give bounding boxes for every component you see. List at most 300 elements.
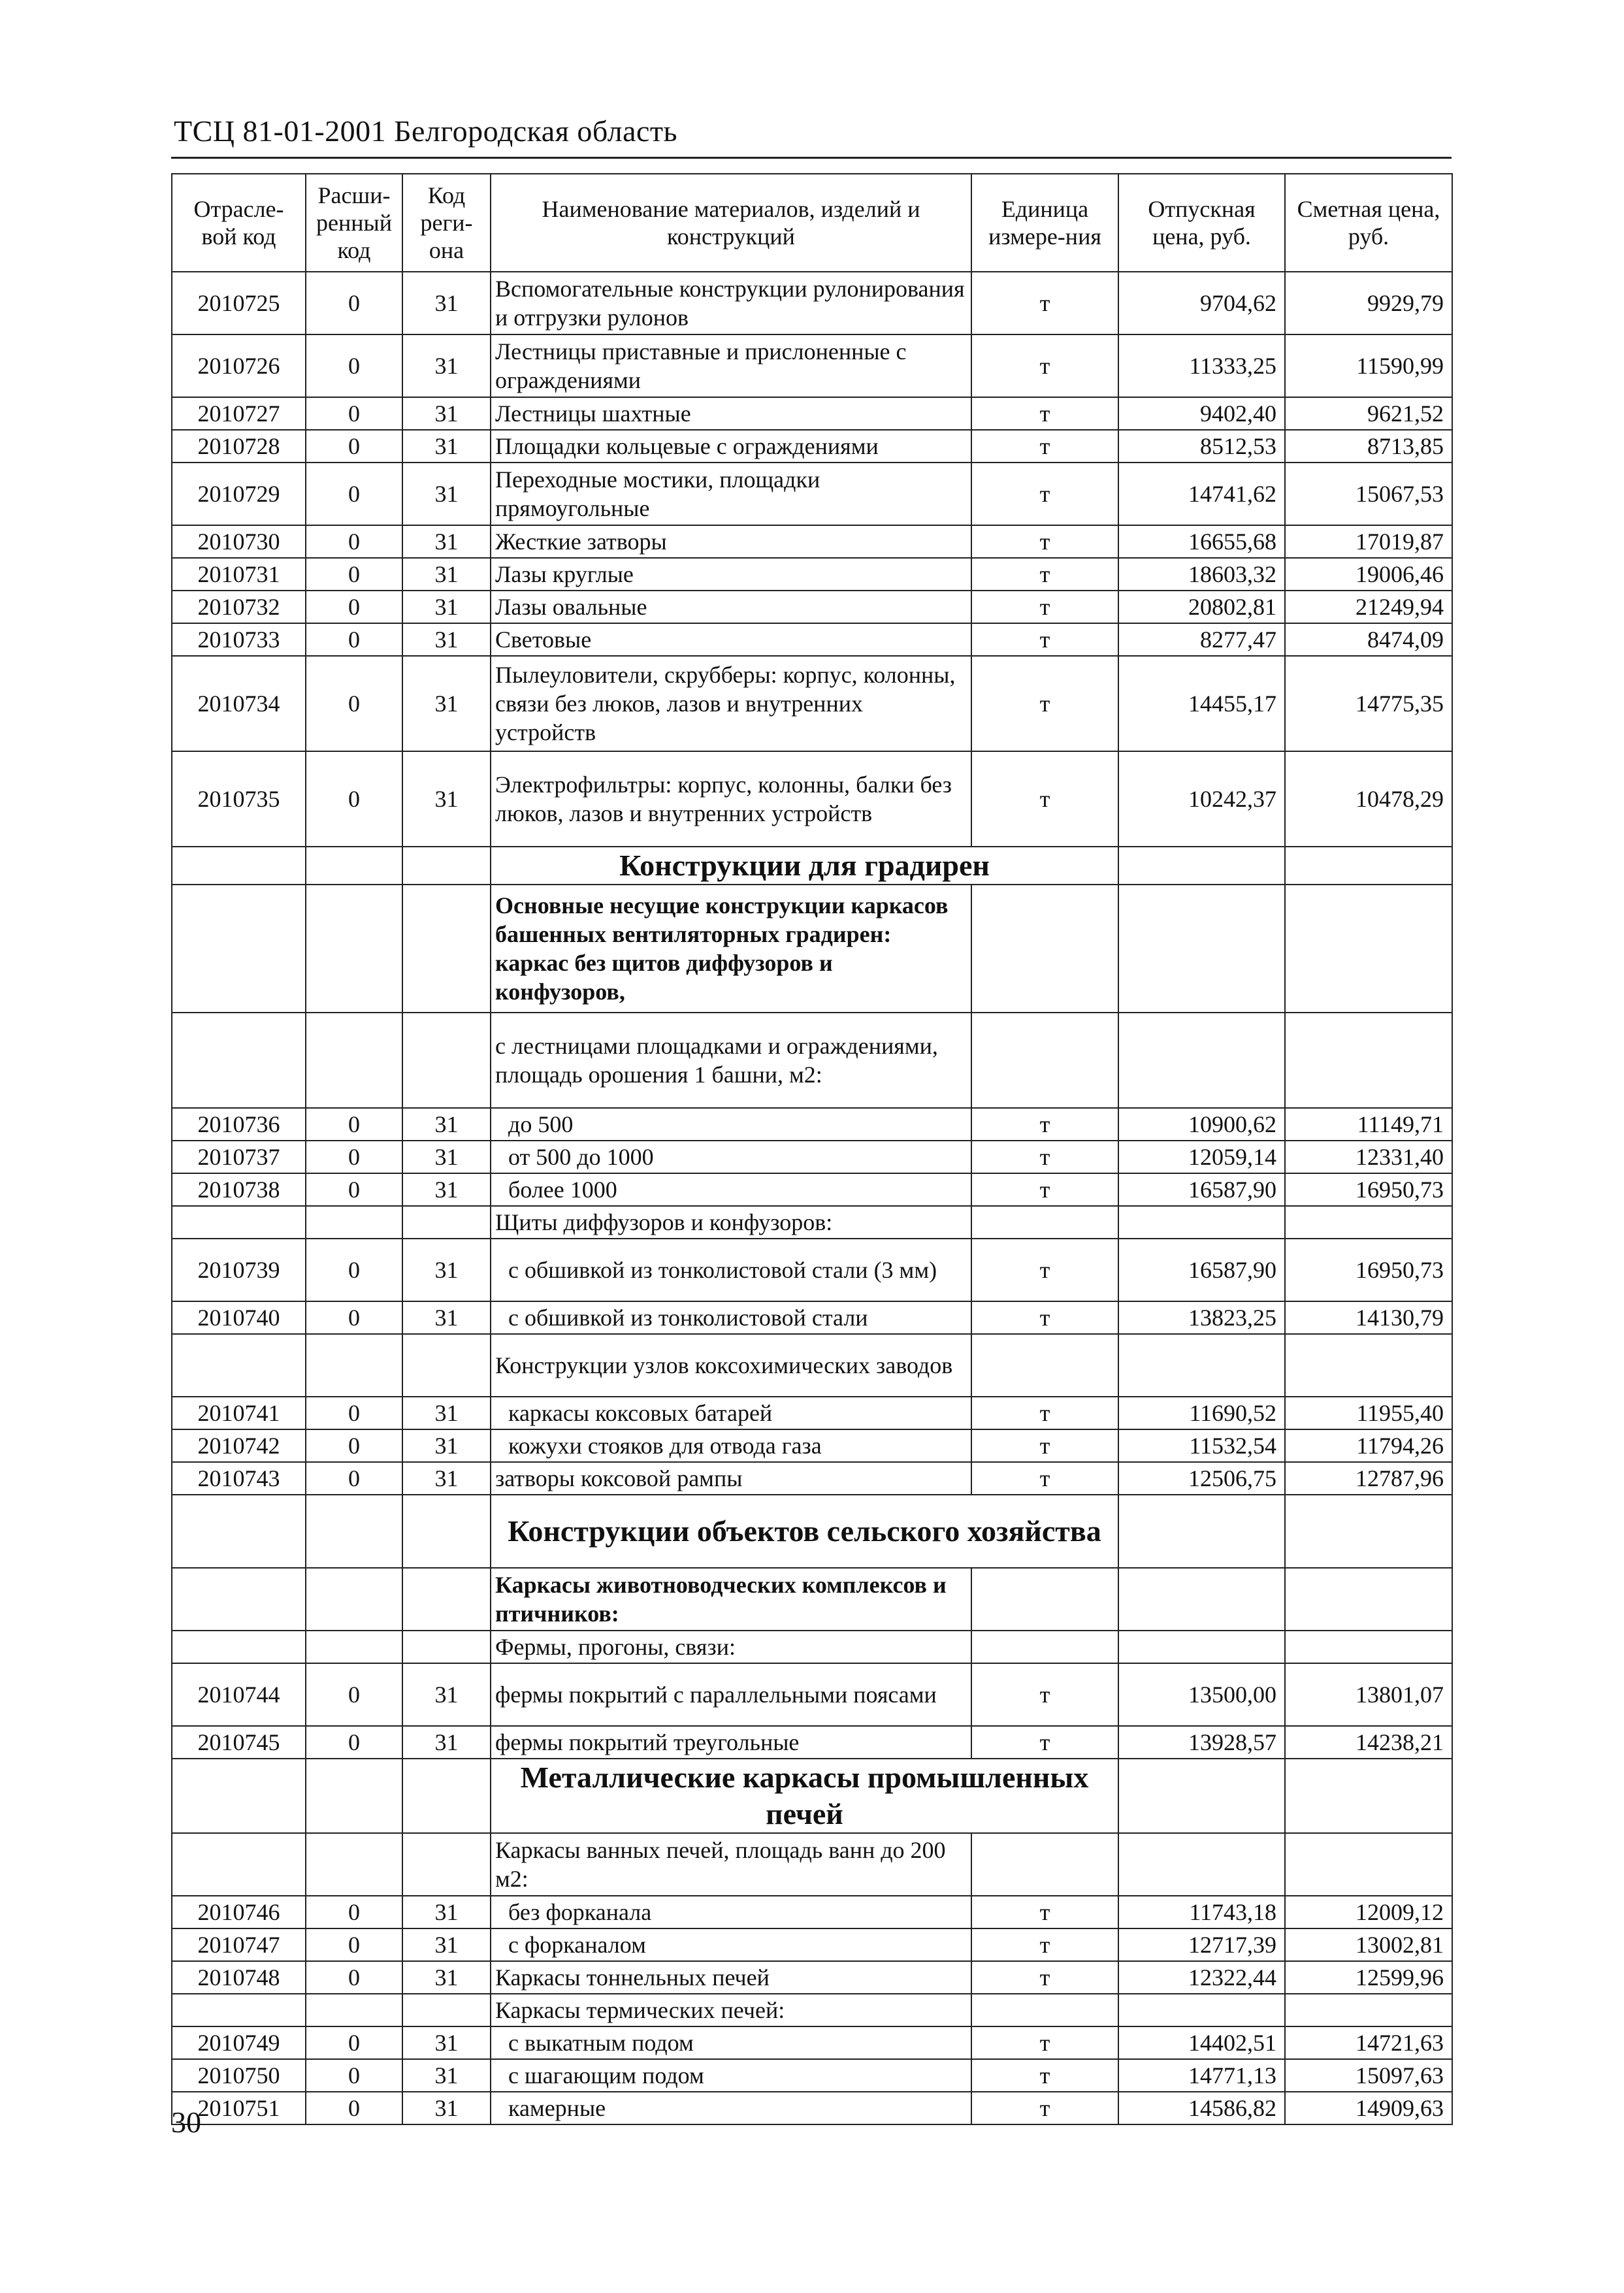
table-row — [172, 1429, 1452, 1462]
page-number: 30 — [171, 2106, 201, 2139]
empty-cell — [172, 1206, 306, 1239]
release-price-cell: 9704,62 — [1118, 272, 1285, 334]
industry-code-cell: 2010732 — [172, 591, 306, 623]
empty-cell — [306, 1334, 402, 1397]
empty-cell — [1118, 1013, 1285, 1108]
unit-cell: т — [971, 1928, 1118, 1961]
empty-cell — [1285, 847, 1452, 885]
material-name-cell: Вспомогательные конструкции рулонирования и отгрузки рулонов — [491, 272, 971, 334]
industry-code-cell: 2010729 — [172, 463, 306, 525]
empty-cell — [1118, 1568, 1285, 1631]
price-table — [171, 173, 1453, 2125]
region-code-cell: 31 — [402, 1928, 491, 1961]
material-name-cell: фермы покрытий треугольные — [491, 1726, 971, 1759]
release-price-cell: 14402,51 — [1118, 2026, 1285, 2059]
industry-code-cell: 2010733 — [172, 623, 306, 656]
group-heading: Каркасы животноводческих комплексов и птичников: — [491, 1568, 971, 1631]
table-row — [172, 1961, 1452, 1994]
extended-code-cell: 0 — [306, 656, 402, 751]
release-price-cell: 11532,54 — [1118, 1429, 1285, 1462]
unit-cell: т — [971, 2092, 1118, 2124]
unit-cell: т — [971, 1141, 1118, 1173]
group-heading: Каркасы термических печей: — [491, 1994, 971, 2026]
release-price-cell: 16655,68 — [1118, 525, 1285, 558]
industry-code-cell: 2010749 — [172, 2026, 306, 2059]
release-price-cell: 13823,25 — [1118, 1301, 1285, 1334]
region-code-cell: 31 — [402, 463, 491, 525]
material-name-cell: Лазы овальные — [491, 591, 971, 623]
unit-cell: т — [971, 1663, 1118, 1726]
empty-cell — [1118, 847, 1285, 885]
col-header-industry-code: Отрасле-вой код — [172, 174, 306, 272]
empty-cell — [172, 1334, 306, 1397]
estimate-price-cell: 11794,26 — [1285, 1429, 1452, 1462]
region-code-cell: 31 — [402, 1108, 491, 1141]
material-name-cell: с выкатным подом — [491, 2026, 971, 2059]
extended-code-cell: 0 — [306, 1301, 402, 1334]
table-row — [172, 1928, 1452, 1961]
group-heading-row — [172, 1994, 1452, 2026]
table-row — [172, 2059, 1452, 2092]
industry-code-cell: 2010730 — [172, 525, 306, 558]
empty-cell — [402, 1334, 491, 1397]
document-title: ТСЦ 81-01-2001 Белгородская область — [174, 114, 677, 148]
estimate-price-cell: 14721,63 — [1285, 2026, 1452, 2059]
estimate-price-cell: 16950,73 — [1285, 1239, 1452, 1301]
unit-cell: т — [971, 2059, 1118, 2092]
release-price-cell: 14741,62 — [1118, 463, 1285, 525]
material-name-cell: затворы коксовой рампы — [491, 1462, 971, 1495]
estimate-price-cell: 14130,79 — [1285, 1301, 1452, 1334]
unit-cell: т — [971, 2026, 1118, 2059]
unit-cell: т — [971, 1726, 1118, 1759]
extended-code-cell: 0 — [306, 623, 402, 656]
empty-cell — [172, 1631, 306, 1663]
unit-cell: т — [971, 525, 1118, 558]
industry-code-cell: 2010726 — [172, 334, 306, 397]
empty-cell — [402, 1631, 491, 1663]
unit-cell: т — [971, 1462, 1118, 1495]
extended-code-cell: 0 — [306, 397, 402, 430]
extended-code-cell: 0 — [306, 1896, 402, 1928]
industry-code-cell: 2010746 — [172, 1896, 306, 1928]
estimate-price-cell: 12599,96 — [1285, 1961, 1452, 1994]
unit-cell: т — [971, 334, 1118, 397]
extended-code-cell: 0 — [306, 1726, 402, 1759]
extended-code-cell: 0 — [306, 272, 402, 334]
empty-cell — [402, 885, 491, 1013]
estimate-price-cell: 16950,73 — [1285, 1173, 1452, 1206]
extended-code-cell: 0 — [306, 463, 402, 525]
section-row — [172, 847, 1452, 885]
empty-cell — [971, 885, 1118, 1013]
material-name-cell: с обшивкой из тонколистовой стали (3 мм) — [491, 1239, 971, 1301]
empty-cell — [1285, 1631, 1452, 1663]
region-code-cell: 31 — [402, 2026, 491, 2059]
estimate-price-cell: 13002,81 — [1285, 1928, 1452, 1961]
region-code-cell: 31 — [402, 397, 491, 430]
empty-cell — [1285, 1013, 1452, 1108]
region-code-cell: 31 — [402, 1301, 491, 1334]
material-name-cell: Световые — [491, 623, 971, 656]
table-row — [172, 1141, 1452, 1173]
estimate-price-cell: 12787,96 — [1285, 1462, 1452, 1495]
release-price-cell: 10242,37 — [1118, 751, 1285, 847]
group-heading: с лестницами площадками и ограждениями, площадь орошения 1 башни, м2: — [491, 1013, 971, 1108]
release-price-cell: 12322,44 — [1118, 1961, 1285, 1994]
empty-cell — [1285, 1334, 1452, 1397]
material-name-cell: без форканала — [491, 1896, 971, 1928]
empty-cell — [306, 1495, 402, 1568]
estimate-price-cell: 8713,85 — [1285, 430, 1452, 463]
table-body — [172, 272, 1452, 2124]
empty-cell — [402, 1568, 491, 1631]
industry-code-cell: 2010739 — [172, 1239, 306, 1301]
table-row — [172, 1301, 1452, 1334]
unit-cell: т — [971, 591, 1118, 623]
release-price-cell: 18603,32 — [1118, 558, 1285, 591]
region-code-cell: 31 — [402, 1397, 491, 1429]
empty-cell — [306, 1994, 402, 2026]
release-price-cell: 14586,82 — [1118, 2092, 1285, 2124]
release-price-cell: 16587,90 — [1118, 1239, 1285, 1301]
empty-cell — [971, 1013, 1118, 1108]
estimate-price-cell: 15067,53 — [1285, 463, 1452, 525]
empty-cell — [1285, 1495, 1452, 1568]
industry-code-cell: 2010742 — [172, 1429, 306, 1462]
empty-cell — [402, 1833, 491, 1896]
material-name-cell: Площадки кольцевые с ограждениями — [491, 430, 971, 463]
section-title: Конструкции объектов сельского хозяйства — [491, 1495, 1118, 1568]
material-name-cell: Жесткие затворы — [491, 525, 971, 558]
unit-cell: т — [971, 463, 1118, 525]
estimate-price-cell: 14775,35 — [1285, 656, 1452, 751]
release-price-cell: 13500,00 — [1118, 1663, 1285, 1726]
group-heading-row — [172, 1631, 1452, 1663]
extended-code-cell: 0 — [306, 1108, 402, 1141]
extended-code-cell: 0 — [306, 1239, 402, 1301]
group-heading-row — [172, 1334, 1452, 1397]
industry-code-cell: 2010737 — [172, 1141, 306, 1173]
extended-code-cell: 0 — [306, 558, 402, 591]
release-price-cell: 11743,18 — [1118, 1896, 1285, 1928]
table-row — [172, 1397, 1452, 1429]
empty-cell — [1118, 1206, 1285, 1239]
empty-cell — [1118, 1759, 1285, 1833]
extended-code-cell: 0 — [306, 525, 402, 558]
region-code-cell: 31 — [402, 334, 491, 397]
empty-cell — [971, 1631, 1118, 1663]
empty-cell — [1118, 1334, 1285, 1397]
region-code-cell: 31 — [402, 430, 491, 463]
release-price-cell: 11690,52 — [1118, 1397, 1285, 1429]
table-row — [172, 623, 1452, 656]
page-header — [171, 111, 1452, 159]
material-name-cell: фермы покрытий с параллельными поясами — [491, 1663, 971, 1726]
estimate-price-cell: 13801,07 — [1285, 1663, 1452, 1726]
release-price-cell: 8277,47 — [1118, 623, 1285, 656]
unit-cell: т — [971, 397, 1118, 430]
empty-cell — [402, 847, 491, 885]
unit-cell: т — [971, 1397, 1118, 1429]
empty-cell — [971, 1994, 1118, 2026]
empty-cell — [1285, 1759, 1452, 1833]
col-header-release-price: Отпускная цена, руб. — [1118, 174, 1285, 272]
table-row — [172, 1726, 1452, 1759]
empty-cell — [971, 1568, 1118, 1631]
group-heading: Каркасы ванных печей, площадь ванн до 200 м2: — [491, 1833, 971, 1896]
estimate-price-cell: 11955,40 — [1285, 1397, 1452, 1429]
material-name-cell: более 1000 — [491, 1173, 971, 1206]
industry-code-cell: 2010735 — [172, 751, 306, 847]
extended-code-cell: 0 — [306, 334, 402, 397]
release-price-cell: 12059,14 — [1118, 1141, 1285, 1173]
industry-code-cell: 2010748 — [172, 1961, 306, 1994]
extended-code-cell: 0 — [306, 1173, 402, 1206]
group-heading-row — [172, 1206, 1452, 1239]
empty-cell — [1118, 1495, 1285, 1568]
estimate-price-cell: 11590,99 — [1285, 334, 1452, 397]
material-name-cell: каркасы коксовых батарей — [491, 1397, 971, 1429]
extended-code-cell: 0 — [306, 1462, 402, 1495]
material-name-cell: кожухи стояков для отвода газа — [491, 1429, 971, 1462]
empty-cell — [1285, 885, 1452, 1013]
release-price-cell: 12717,39 — [1118, 1928, 1285, 1961]
unit-cell: т — [971, 1896, 1118, 1928]
empty-cell — [306, 1568, 402, 1631]
industry-code-cell: 2010731 — [172, 558, 306, 591]
region-code-cell: 31 — [402, 1429, 491, 1462]
region-code-cell: 31 — [402, 1726, 491, 1759]
empty-cell — [306, 1206, 402, 1239]
region-code-cell: 31 — [402, 1896, 491, 1928]
extended-code-cell: 0 — [306, 1663, 402, 1726]
empty-cell — [971, 1334, 1118, 1397]
material-name-cell: Электрофильтры: корпус, колонны, балки без люков, лазов и внутренних устройств — [491, 751, 971, 847]
release-price-cell: 12506,75 — [1118, 1462, 1285, 1495]
table-row — [172, 430, 1452, 463]
unit-cell: т — [971, 1239, 1118, 1301]
unit-cell: т — [971, 656, 1118, 751]
region-code-cell: 31 — [402, 1961, 491, 1994]
release-price-cell: 10900,62 — [1118, 1108, 1285, 1141]
region-code-cell: 31 — [402, 751, 491, 847]
industry-code-cell: 2010727 — [172, 397, 306, 430]
material-name-cell: с форканалом — [491, 1928, 971, 1961]
material-name-cell: камерные — [491, 2092, 971, 2124]
estimate-price-cell: 9929,79 — [1285, 272, 1452, 334]
col-header-estimate-price: Сметная цена, руб. — [1285, 174, 1452, 272]
estimate-price-cell: 10478,29 — [1285, 751, 1452, 847]
release-price-cell: 8512,53 — [1118, 430, 1285, 463]
col-header-region-code: Код реги-она — [402, 174, 491, 272]
table-row — [172, 591, 1452, 623]
empty-cell — [971, 1833, 1118, 1896]
material-name-cell: Переходные мостики, площадки прямоугольные — [491, 463, 971, 525]
group-heading: Щиты диффузоров и конфузоров: — [491, 1206, 971, 1239]
industry-code-cell: 2010740 — [172, 1301, 306, 1334]
estimate-price-cell: 12009,12 — [1285, 1896, 1452, 1928]
region-code-cell: 31 — [402, 558, 491, 591]
unit-cell: т — [971, 751, 1118, 847]
extended-code-cell: 0 — [306, 2092, 402, 2124]
unit-cell: т — [971, 1108, 1118, 1141]
table-row — [172, 1462, 1452, 1495]
table-row — [172, 272, 1452, 334]
industry-code-cell: 2010747 — [172, 1928, 306, 1961]
estimate-price-cell: 14238,21 — [1285, 1726, 1452, 1759]
section-title: Конструкции для градирен — [491, 847, 1118, 885]
empty-cell — [306, 1013, 402, 1108]
material-name-cell: Лазы круглые — [491, 558, 971, 591]
table-row — [172, 558, 1452, 591]
unit-cell: т — [971, 1961, 1118, 1994]
extended-code-cell: 0 — [306, 1429, 402, 1462]
group-heading: Основные несущие конструкции каркасов башенных вентиляторных градирен: каркас без щитов диффузоров и конфузоров, — [491, 885, 971, 1013]
extended-code-cell: 0 — [306, 430, 402, 463]
industry-code-cell: 2010725 — [172, 272, 306, 334]
estimate-price-cell: 19006,46 — [1285, 558, 1452, 591]
empty-cell — [306, 1631, 402, 1663]
industry-code-cell: 2010751 — [172, 2092, 306, 2124]
empty-cell — [402, 1994, 491, 2026]
price-table-container — [171, 173, 1452, 2125]
col-header-unit: Единица измере-ния — [971, 174, 1118, 272]
table-row — [172, 2092, 1452, 2124]
empty-cell — [402, 1013, 491, 1108]
material-name-cell: от 500 до 1000 — [491, 1141, 971, 1173]
industry-code-cell: 2010728 — [172, 430, 306, 463]
region-code-cell: 31 — [402, 272, 491, 334]
estimate-price-cell: 9621,52 — [1285, 397, 1452, 430]
empty-cell — [172, 1013, 306, 1108]
unit-cell: т — [971, 430, 1118, 463]
table-row — [172, 334, 1452, 397]
empty-cell — [306, 847, 402, 885]
material-name-cell: с шагающим подом — [491, 2059, 971, 2092]
extended-code-cell: 0 — [306, 1961, 402, 1994]
estimate-price-cell: 14909,63 — [1285, 2092, 1452, 2124]
region-code-cell: 31 — [402, 1239, 491, 1301]
material-name-cell: Каркасы тоннельных печей — [491, 1961, 971, 1994]
table-row — [172, 1173, 1452, 1206]
release-price-cell: 16587,90 — [1118, 1173, 1285, 1206]
table-header-row — [172, 174, 1452, 272]
extended-code-cell: 0 — [306, 1397, 402, 1429]
empty-cell — [172, 1759, 306, 1833]
release-price-cell: 20802,81 — [1118, 591, 1285, 623]
table-row — [172, 2026, 1452, 2059]
empty-cell — [1285, 1994, 1452, 2026]
empty-cell — [1285, 1833, 1452, 1896]
table-row — [172, 656, 1452, 751]
industry-code-cell: 2010744 — [172, 1663, 306, 1726]
industry-code-cell: 2010743 — [172, 1462, 306, 1495]
empty-cell — [172, 847, 306, 885]
empty-cell — [172, 1994, 306, 2026]
table-row — [172, 1239, 1452, 1301]
region-code-cell: 31 — [402, 1663, 491, 1726]
estimate-price-cell: 15097,63 — [1285, 2059, 1452, 2092]
table-row — [172, 751, 1452, 847]
empty-cell — [306, 1833, 402, 1896]
region-code-cell: 31 — [402, 591, 491, 623]
col-header-extended-code: Расши-ренный код — [306, 174, 402, 272]
unit-cell: т — [971, 623, 1118, 656]
industry-code-cell: 2010736 — [172, 1108, 306, 1141]
empty-cell — [1118, 1631, 1285, 1663]
group-heading: Конструкции узлов коксохимических заводов — [491, 1334, 971, 1397]
empty-cell — [172, 1833, 306, 1896]
section-row — [172, 1495, 1452, 1568]
extended-code-cell: 0 — [306, 751, 402, 847]
unit-cell: т — [971, 272, 1118, 334]
industry-code-cell: 2010745 — [172, 1726, 306, 1759]
region-code-cell: 31 — [402, 2059, 491, 2092]
group-heading-row — [172, 1013, 1452, 1108]
empty-cell — [1285, 1568, 1452, 1631]
region-code-cell: 31 — [402, 2092, 491, 2124]
material-name-cell: Лестницы приставные и прислоненные с ограждениями — [491, 334, 971, 397]
estimate-price-cell: 17019,87 — [1285, 525, 1452, 558]
release-price-cell: 13928,57 — [1118, 1726, 1285, 1759]
col-header-name: Наименование материалов, изделий и конструкций — [491, 174, 971, 272]
release-price-cell: 14455,17 — [1118, 656, 1285, 751]
unit-cell: т — [971, 1173, 1118, 1206]
section-row — [172, 1759, 1452, 1833]
group-heading-row — [172, 1568, 1452, 1631]
group-heading-row — [172, 1833, 1452, 1896]
group-heading-row — [172, 885, 1452, 1013]
empty-cell — [306, 885, 402, 1013]
empty-cell — [1118, 1994, 1285, 2026]
extended-code-cell: 0 — [306, 1141, 402, 1173]
empty-cell — [306, 1759, 402, 1833]
region-code-cell: 31 — [402, 1173, 491, 1206]
unit-cell: т — [971, 1301, 1118, 1334]
region-code-cell: 31 — [402, 656, 491, 751]
group-heading: Фермы, прогоны, связи: — [491, 1631, 971, 1663]
empty-cell — [1285, 1206, 1452, 1239]
unit-cell: т — [971, 1429, 1118, 1462]
region-code-cell: 31 — [402, 623, 491, 656]
estimate-price-cell: 8474,09 — [1285, 623, 1452, 656]
empty-cell — [402, 1495, 491, 1568]
region-code-cell: 31 — [402, 525, 491, 558]
extended-code-cell: 0 — [306, 2059, 402, 2092]
table-row — [172, 1663, 1452, 1726]
industry-code-cell: 2010741 — [172, 1397, 306, 1429]
empty-cell — [402, 1759, 491, 1833]
unit-cell: т — [971, 558, 1118, 591]
empty-cell — [172, 1568, 306, 1631]
extended-code-cell: 0 — [306, 1928, 402, 1961]
empty-cell — [402, 1206, 491, 1239]
release-price-cell: 9402,40 — [1118, 397, 1285, 430]
industry-code-cell: 2010750 — [172, 2059, 306, 2092]
empty-cell — [172, 885, 306, 1013]
extended-code-cell: 0 — [306, 2026, 402, 2059]
table-row — [172, 397, 1452, 430]
region-code-cell: 31 — [402, 1462, 491, 1495]
release-price-cell: 11333,25 — [1118, 334, 1285, 397]
industry-code-cell: 2010738 — [172, 1173, 306, 1206]
table-row — [172, 525, 1452, 558]
material-name-cell: Лестницы шахтные — [491, 397, 971, 430]
industry-code-cell: 2010734 — [172, 656, 306, 751]
estimate-price-cell: 11149,71 — [1285, 1108, 1452, 1141]
table-row — [172, 1108, 1452, 1141]
